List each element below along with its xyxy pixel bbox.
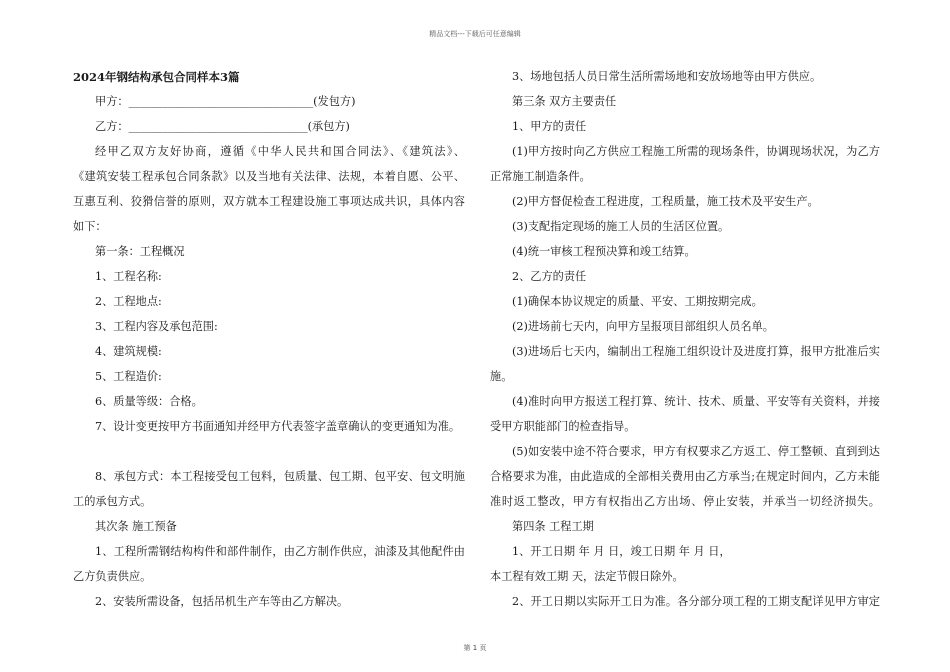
- contract-mode-line: 工的承包方式。: [73, 495, 152, 508]
- party-b-duty-line: 合格要求为准，由此造成的全部相关费用由乙方承当;在规定时间内，乙方未能: [490, 470, 880, 483]
- components-item-line: 乙方负责供应。: [73, 570, 152, 583]
- party-b-duty-line: (5)如安装中途不符合要求，甲方有权要求乙方返工、停工整顿、直到到达: [512, 445, 880, 458]
- intro-paragraph-line: 如下：: [73, 220, 107, 233]
- project-location-item: 2、工程地点:: [95, 295, 162, 308]
- project-scope-item: 3、工程内容及承包范围:: [95, 320, 218, 333]
- intro-paragraph-line: 经甲乙双方友好协商，遵循《中华人民共和国合同法》、《建筑法》、: [95, 145, 465, 158]
- party-b-duty-line: (4)准时向甲方报送工程打算、统计、技术、质量、平安等有关资料，并接: [512, 395, 880, 408]
- party-b-duties-heading: 2、乙方的责任: [512, 270, 587, 283]
- contract-mode-line: 8、承包方式：本工程接受包工包料，包质量、包工期、包平安、包文明施: [95, 470, 465, 483]
- party-b-duty-line: (3)进场后七天内，编制出工程施工组织设计及进度打算，报甲方批准后实: [512, 345, 880, 358]
- project-name-item: 1、工程名称:: [95, 270, 162, 283]
- party-b-role: (承包方): [307, 120, 350, 133]
- document-title: 2024年钢结构承包合同样本3篇: [73, 70, 240, 84]
- article-4-heading: 第四条 工程工期: [512, 520, 594, 533]
- article-2-heading: 其次条 施工预备: [95, 520, 177, 533]
- party-b-duty-line: (2)进场前七天内，向甲方呈报项目部组织人员名单。: [512, 320, 774, 333]
- party-a-blank: _________________________________: [128, 95, 314, 108]
- party-a-duty-line: (3)支配指定现场的施工人员的生活区位置。: [512, 220, 730, 233]
- schedule-dates-line: 1、开工日期 年 月 日，竣工日期 年 月 日，: [512, 545, 731, 558]
- party-a-label: 甲方：: [95, 95, 129, 108]
- intro-paragraph-line: 《建筑安装工程承包合同条款》以及当地有关法律、法规，本着自愿、公平、: [73, 170, 465, 183]
- intro-paragraph-line: 互惠互利、狡猾信誉的原则，双方就本工程建设施工事项达成共识，具体内容: [73, 195, 465, 208]
- party-b-duty-line: (1)确保本协议规定的质量、平安、工期按期完成。: [512, 295, 763, 308]
- page-number: 第 1 页: [463, 644, 487, 652]
- party-a-duty-line: 正常施工制造条件。: [490, 170, 591, 183]
- article-1-heading: 第一条：工程概况: [95, 245, 185, 258]
- party-b-duty-line: 施。: [490, 370, 513, 383]
- design-change-item: 7、设计变更按甲方书面通知并经甲方代表签字盖章确认的变更通知为准。: [95, 420, 461, 433]
- party-b-line: [95, 120, 350, 134]
- party-b-duty-line: 准时返工整改，甲方有权指出乙方出场、停止安装，并承当一切经济损失。: [490, 495, 880, 508]
- equipment-item: 2、安装所需设备，包括吊机生产车等由乙方解决。: [95, 595, 349, 608]
- party-a-duty-line: (2)甲方督促检查工程进度，工程质量，施工技术及平安生产。: [512, 195, 819, 208]
- party-a-duty-line: (4)统一审核工程预决算和竣工结算。: [512, 245, 696, 258]
- quality-grade-item: 6、质量等级：合格。: [95, 395, 203, 408]
- party-a-duties-heading: 1、甲方的责任: [512, 120, 587, 133]
- effective-duration-line: 本工程有效工期 天，法定节假日除外。: [490, 570, 684, 583]
- party-b-duty-line: 受甲方职能部门的检查指导。: [490, 420, 636, 433]
- party-b-label: 乙方：: [95, 120, 129, 133]
- party-a-line: [95, 95, 355, 109]
- party-b-blank: ________________________________: [128, 120, 308, 133]
- start-date-rule-line: 2、开工日期以实际开工日为准。各分部分项工程的工期支配详见甲方审定: [512, 595, 880, 608]
- components-item-line: 1、工程所需钢结构构件和部件制作，由乙方制作供应，油漆及其他配件由: [95, 545, 465, 558]
- site-item: 3、场地包括人员日常生活所需场地和安放场地等由甲方供应。: [512, 70, 822, 83]
- party-a-role: (发包方): [313, 95, 356, 108]
- party-a-duty-line: (1)甲方按时向乙方供应工程施工所需的现场条件，协调现场状况，为乙方: [512, 145, 880, 158]
- project-cost-item: 5、工程造价:: [95, 370, 162, 383]
- article-3-heading: 第三条 双方主要责任: [512, 95, 617, 108]
- page-header: 精品文档---下载后可任意编辑: [429, 30, 521, 38]
- building-scale-item: 4、建筑规模:: [95, 345, 162, 358]
